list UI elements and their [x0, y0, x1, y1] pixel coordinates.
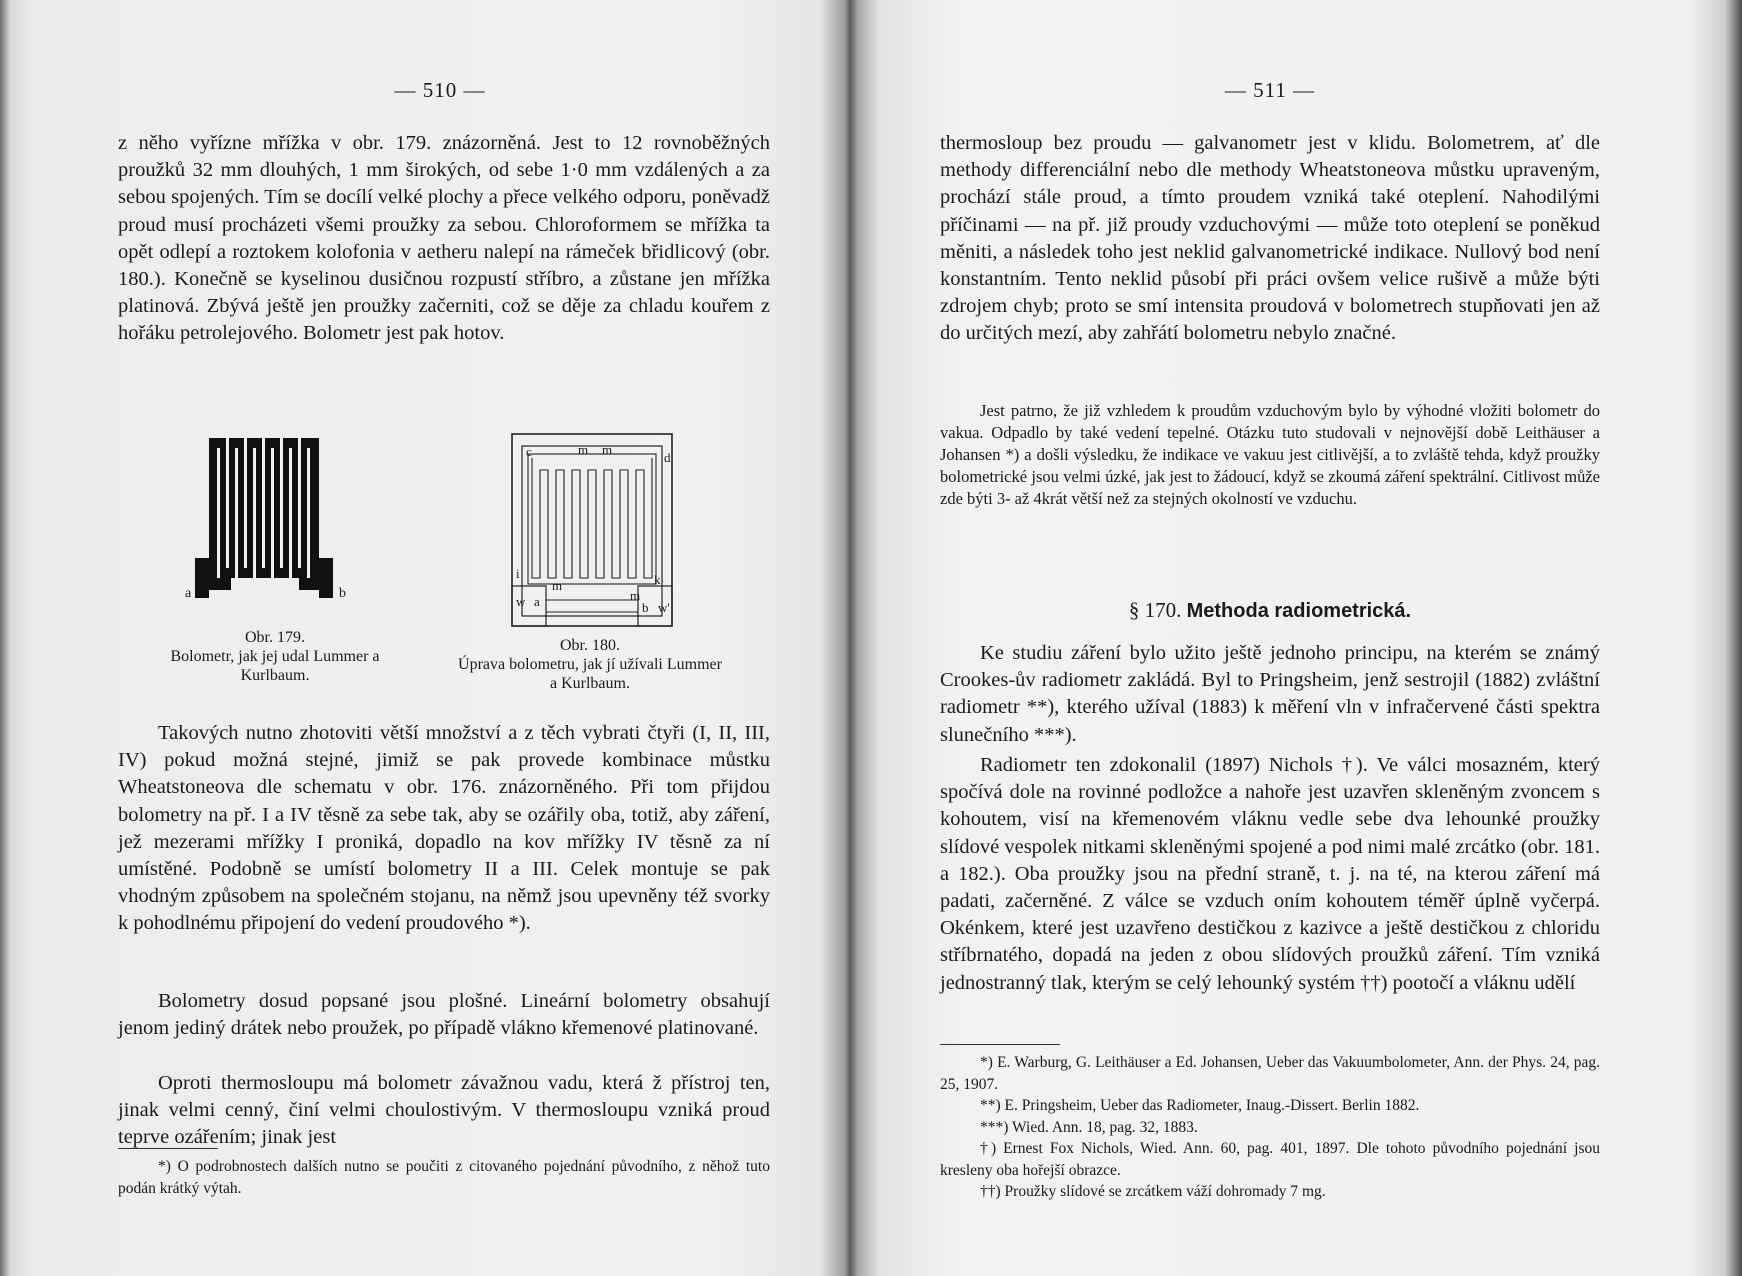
left-page [110, 0, 770, 1276]
caption-text: Úprava bolometru, jak jí užívali Lummer a Kurlbaum. [458, 656, 722, 692]
figure-caption [455, 636, 725, 693]
figure-caption [140, 628, 410, 685]
caption-title: Obr. 180. [560, 637, 620, 654]
footnote: †) Ernest Fox Nichols, Wied. Ann. 60, pag. 401, 1897. Dle tohoto původního pojednání jsou kresleny oba hořejší obrazce. [940, 1140, 1600, 1179]
label-b: b [339, 586, 346, 601]
label-w-prime: w' [658, 600, 670, 615]
footnotes [940, 1052, 1600, 1203]
label-a: a [534, 594, 540, 609]
label-d: d [664, 450, 671, 465]
page-number: — 511 — [1224, 78, 1316, 102]
footnote: **) E. Pringsheim, Ueber das Radiometer, Inaug.-Dissert. Berlin 1882. [980, 1097, 1420, 1114]
label-c: c [526, 444, 532, 459]
caption-title: Obr. 179. [245, 629, 305, 646]
paragraph: Takových nutno zhotoviti větší množství a z těch vybrati čtyři (I, II, III, IV) pokud možná stejné, jimiž se pak provede kombinace můstku Wheatstoneova dle schematu v obr. 176. znázorněného. Při tom přijdou bolometry na př. I a IV těsně za sebe tak, aby se ozářily oba, totiž, aby záření, jež mezerami mřížky I proniká, dopadlo na kov mřížky IV těsně za ní umístěné. Podobně se umístí bolometry II a III. Celek montuje se pak vhodným způsobem na společném stojanu, na němž jsou upevněny též svorky k pohodlnému připojení do vedení proudového *). [118, 722, 770, 935]
label-m: m [552, 578, 563, 593]
small-print-paragraph: Jest patrno, že již vzhledem k proudům vzduchovým bylo by výhodné vložiti bolometr do vakua. Odpadlo by také vedení tepelné. Otázku tuto studovali v nejnovější době Leithäuser a Johansen *) a došli výsledku, že indikace ve vakuu jest citlivější, a to zvláště tehda, když proužky bolometrické jsou velmi úzké, jak jest to žádoucí, když se zkoumá záření spektrální. Citlivost může zde býti 3- až 4krát větší než za stejných okolností ve vzduchu. [940, 401, 1600, 508]
paragraph: Radiometr ten zdokonalil (1897) Nichols †). Ve válci mosazném, který spočívá dole na rovinné podložce a nahoře jest uzavřen skleněným zvoncem s kohoutem, visí na křemenovém vláknu vedle sebe dva lehounké proužky slídové vespolek nitkami skleněnými spojené a pod nimi malé zrcátko (obr. 181. a 182.). Oba proužky jsou na přední straně, t. j. na té, na kterou záření má padati, začerněné. Z válce se vzduch oním kohoutem téměř úplně vyčerpá. Okénkem, které jest uzavřeno destičkou z kazivce a ještě destičkou z chloridu stříbrnatého, dopadá na jeden z obou slídových proužků záření. Tím vzniká jednostranný tlak, kterým se celý lehounký systém ††) pootočí a vláknu udělí [940, 754, 1600, 994]
label-m: m [602, 442, 613, 457]
label-m: m [578, 442, 589, 457]
footnote: *) O podrobnostech dalších nutno se poučiti z citovaného pojednání původního, z něhož tuto podán krátký výtah. [118, 1158, 770, 1197]
label-m: m [630, 588, 641, 603]
section-heading [940, 598, 1600, 623]
paragraph: Ke studiu záření bylo užito ještě jednoho principu, na kterém se známý Crookes-ův radiometr zakládá. Byl to Pringsheim, jenž sestrojil (1882) zvláštní radiometr **), kterého užíval (1883) k měření vln v infračervené části spektra slunečního ***). [940, 642, 1600, 746]
footnote: ***) Wied. Ann. 18, pag. 32, 1883. [980, 1118, 1198, 1136]
footnote: *) E. Warburg, G. Leithäuser a Ed. Johansen, Ueber das Vakuumbolometer, Ann. der Phys. 24, pag. 25, 1907. [940, 1054, 1600, 1093]
figure-180 [504, 428, 684, 633]
paragraph: Bolometry dosud popsané jsou plošné. Lineární bolometry obsahují jenom jediný drátek nebo proužek, po případě vlákno křemenové platinované. [118, 990, 770, 1040]
paragraph: thermosloup bez proudu — galvanometr jest v klidu. Bolometrem, ať dle methody differenciální nebo dle methody Wheatstoneova můstku upraveným, prochází stále proud, a tímto proudem vzniká také oteplení. Nahodilými příčinami — na př. již proudy vzduchovými — může toto oteplení se poněkud měniti, a následek toho jest neklid galvanometrické indikace. Nullový bod není konstantním. Tento neklid působí při práci ovšem velice rušivě a může býti zdrojem chyb; proto se smí intensita proudová v bolometrech stupňovati jen až do určitých mezí, aby zahřátí bolometru nebylo značné. [940, 132, 1600, 345]
section-number: § 170. [1128, 598, 1182, 622]
footnote-rule [118, 1148, 218, 1149]
footnote-rule [940, 1044, 1060, 1045]
label-b: b [642, 600, 649, 615]
page-number: — 510 — [394, 78, 486, 102]
label-i: i [516, 566, 520, 581]
figure-179 [185, 438, 365, 618]
label-a: a [185, 586, 192, 601]
footnote: ††) Proužky slídové se zrcátkem váží dohromady 7 mg. [980, 1183, 1326, 1200]
paragraph: z něho vyřízne mřížka v obr. 179. znázorněná. Jest to 12 rovnoběžných proužků 32 mm dlouhých, 1 mm širokých, od sebe 1·0 mm vzdálených a za sebou spojených. Tím se docílí velké plochy a přece velkého odporu, poněvadž proud musí procházeti všemi proužky za sebou. Chloroformem se mřížka ta opět odlepí a roztokem kolofonia v aetheru nalepí na rámeček břidlicový (obr. 180.). Konečně se kyselinou dusičnou rozpustí stříbro, a zůstane jen mřížka platinová. Zbývá ještě jen proužky začerniti, což se děje za chladu kouřem z hořáku petrolejového. Bolometr jest pak hotov. [118, 132, 770, 345]
label-k: k [654, 572, 661, 587]
caption-text: Bolometr, jak jej udal Lummer a Kurlbaum. [170, 648, 380, 684]
right-page [940, 0, 1600, 1276]
paragraph: Oproti thermosloupu má bolometr závažnou vadu, která ž přístroj ten, jinak velmi cenný, činí velmi choulostivým. V thermosloupu vzniká proud teprve ozářením; jinak jest [118, 1072, 770, 1149]
section-title: Methoda radiometrická. [1186, 600, 1412, 622]
label-w: w [516, 594, 526, 609]
